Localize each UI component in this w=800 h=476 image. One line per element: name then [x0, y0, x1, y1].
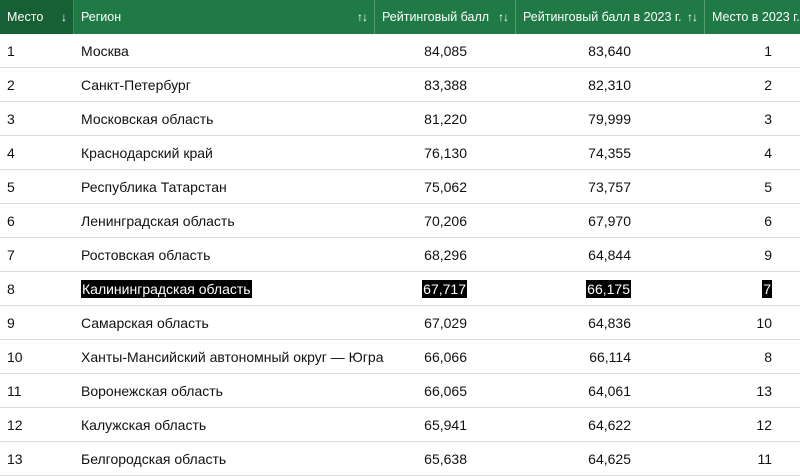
cell-score-2023	[516, 136, 705, 169]
column-header-place-2023[interactable]	[705, 0, 800, 34]
cell-score-2023-text: 83,640	[588, 42, 631, 59]
sort-icon[interactable]: ↑↓	[357, 10, 367, 24]
column-header-score-2023-label: Рейтинговый балл в 2023 г.	[523, 10, 682, 24]
table-body	[0, 34, 800, 476]
cell-place-2023-text: 7	[763, 280, 771, 297]
cell-score-2023	[516, 408, 705, 441]
cell-region-text: Белгородская область	[81, 450, 227, 467]
cell-place-2023	[705, 306, 800, 339]
cell-score-2023	[516, 374, 705, 407]
cell-place-2023-text: 5	[764, 178, 772, 195]
cell-place-text: 4	[7, 144, 15, 161]
cell-score-2023-text: 64,622	[588, 416, 631, 433]
cell-region-text: Воронежская область	[81, 382, 223, 399]
cell-score-text: 67,717	[423, 280, 466, 297]
cell-place	[0, 136, 74, 169]
cell-place-text: 1	[7, 42, 15, 59]
cell-score-text: 76,130	[424, 144, 467, 161]
cell-place-2023-text: 6	[764, 212, 772, 229]
cell-region	[74, 442, 375, 475]
cell-place-text: 3	[7, 110, 15, 127]
cell-score	[375, 306, 516, 339]
cell-score	[375, 408, 516, 441]
cell-region-text: Москва	[81, 42, 129, 59]
table-row[interactable]	[0, 238, 800, 272]
cell-score	[375, 340, 516, 373]
table-row[interactable]	[0, 306, 800, 340]
cell-score	[375, 272, 516, 305]
cell-place-2023	[705, 272, 800, 305]
cell-place-2023	[705, 102, 800, 135]
cell-place-2023-text: 9	[764, 246, 772, 263]
table-row[interactable]	[0, 136, 800, 170]
cell-region	[74, 34, 375, 67]
cell-place-2023-text: 2	[764, 76, 772, 93]
cell-score	[375, 170, 516, 203]
cell-region	[74, 102, 375, 135]
cell-region	[74, 408, 375, 441]
table-row[interactable]	[0, 68, 800, 102]
cell-place-text: 12	[7, 416, 23, 433]
cell-place-2023-text: 4	[764, 144, 772, 161]
cell-score-2023-text: 64,625	[588, 450, 631, 467]
cell-place-2023	[705, 238, 800, 271]
cell-score-text: 67,029	[424, 314, 467, 331]
cell-place-2023-text: 11	[757, 450, 772, 467]
cell-score-2023-text: 82,310	[588, 76, 631, 93]
cell-region-text: Московская область	[81, 110, 214, 127]
cell-region-text: Калужская область	[81, 416, 207, 433]
cell-place-text: 7	[7, 246, 15, 263]
table-row[interactable]	[0, 102, 800, 136]
cell-place	[0, 374, 74, 407]
cell-region-text: Краснодарский край	[81, 144, 213, 161]
cell-place-text: 5	[7, 178, 15, 195]
cell-place	[0, 238, 74, 271]
cell-score-text: 70,206	[424, 212, 467, 229]
cell-score-2023	[516, 34, 705, 67]
cell-place	[0, 408, 74, 441]
cell-score-text: 68,296	[424, 246, 467, 263]
column-header-place-2023-label: Место в 2023 г.	[712, 10, 800, 24]
cell-score-text: 83,388	[424, 76, 467, 93]
cell-place	[0, 306, 74, 339]
cell-region	[74, 272, 375, 305]
sort-descending-icon[interactable]: ↓	[61, 10, 66, 24]
cell-score-text: 84,085	[424, 42, 467, 59]
table-row[interactable]	[0, 170, 800, 204]
cell-place-2023-text: 12	[756, 416, 772, 433]
cell-score-2023	[516, 238, 705, 271]
cell-place-2023	[705, 442, 800, 475]
cell-score-text: 66,066	[424, 348, 467, 365]
cell-score-2023-text: 64,061	[588, 382, 631, 399]
cell-region	[74, 68, 375, 101]
cell-score	[375, 238, 516, 271]
cell-score-2023	[516, 306, 705, 339]
cell-score-text: 65,941	[424, 416, 467, 433]
cell-region-text: Ханты-Мансийский автономный округ — Югра	[81, 348, 384, 365]
cell-place	[0, 170, 74, 203]
cell-score	[375, 374, 516, 407]
cell-region	[74, 306, 375, 339]
cell-place-2023	[705, 34, 800, 67]
cell-region-text: Санкт-Петербург	[81, 76, 191, 93]
table-row[interactable]	[0, 272, 800, 306]
cell-region-text: Ростовская область	[81, 246, 211, 263]
cell-place	[0, 34, 74, 67]
cell-place-text: 10	[7, 348, 23, 365]
cell-region	[74, 136, 375, 169]
cell-place-2023	[705, 204, 800, 237]
cell-place-text: 9	[7, 314, 15, 331]
cell-region-text: Республика Татарстан	[81, 178, 227, 195]
cell-place-2023-text: 1	[764, 42, 772, 59]
cell-score-2023-text: 74,355	[588, 144, 631, 161]
table-row[interactable]	[0, 442, 800, 476]
cell-score-2023-text: 79,999	[588, 110, 631, 127]
cell-place-text: 8	[7, 280, 15, 297]
cell-place-2023-text: 8	[764, 348, 772, 365]
cell-place-2023	[705, 374, 800, 407]
cell-score-2023	[516, 68, 705, 101]
cell-place-text: 13	[7, 450, 23, 467]
cell-score	[375, 204, 516, 237]
cell-place	[0, 68, 74, 101]
cell-score-2023-text: 73,757	[588, 178, 631, 195]
cell-place	[0, 204, 74, 237]
cell-score-2023	[516, 204, 705, 237]
cell-region	[74, 170, 375, 203]
cell-place-2023	[705, 408, 800, 441]
cell-place-2023	[705, 136, 800, 169]
cell-place	[0, 272, 74, 305]
column-header-score[interactable]	[375, 0, 516, 34]
table-row[interactable]	[0, 340, 800, 374]
cell-place	[0, 442, 74, 475]
cell-score	[375, 34, 516, 67]
column-header-score-2023[interactable]	[516, 0, 705, 34]
cell-score-text: 66,065	[424, 382, 467, 399]
cell-score-2023-text: 64,844	[588, 246, 631, 263]
cell-place	[0, 340, 74, 373]
column-header-region-label: Регион	[81, 10, 122, 24]
sort-icon[interactable]: ↑↓	[498, 10, 508, 24]
cell-score-text: 65,638	[424, 450, 467, 467]
cell-place-2023	[705, 340, 800, 373]
cell-score-2023	[516, 340, 705, 373]
cell-score	[375, 102, 516, 135]
cell-score	[375, 442, 516, 475]
cell-place-2023-text: 13	[756, 382, 772, 399]
cell-score	[375, 136, 516, 169]
table-row[interactable]	[0, 204, 800, 238]
cell-score-2023	[516, 442, 705, 475]
column-header-region[interactable]	[74, 0, 375, 34]
column-header-place-label: Место	[7, 10, 44, 24]
cell-score-2023-text: 67,970	[588, 212, 631, 229]
table-row[interactable]	[0, 34, 800, 68]
cell-place-2023	[705, 68, 800, 101]
cell-score-2023-text: 66,175	[587, 280, 630, 297]
cell-place-text: 11	[7, 382, 22, 399]
cell-score-2023	[516, 102, 705, 135]
column-header-score-label: Рейтинговый балл	[382, 10, 490, 24]
table-row[interactable]	[0, 374, 800, 408]
column-header-place[interactable]	[0, 0, 74, 34]
cell-score-text: 75,062	[424, 178, 467, 195]
cell-region-text: Калининградская область	[82, 280, 251, 297]
cell-score-2023-text: 66,114	[589, 348, 631, 365]
cell-place-2023	[705, 170, 800, 203]
cell-score-2023-text: 64,836	[588, 314, 631, 331]
cell-score-text: 81,220	[424, 110, 467, 127]
cell-place-2023-text: 3	[764, 110, 772, 127]
cell-place-2023-text: 10	[756, 314, 772, 331]
cell-region-text: Самарская область	[81, 314, 209, 331]
cell-region	[74, 204, 375, 237]
cell-score-2023	[516, 170, 705, 203]
cell-region	[74, 374, 375, 407]
cell-place-text: 6	[7, 212, 15, 229]
table-row[interactable]	[0, 408, 800, 442]
cell-region-text: Ленинградская область	[81, 212, 235, 229]
cell-place	[0, 102, 74, 135]
cell-region	[74, 238, 375, 271]
cell-score	[375, 68, 516, 101]
cell-score-2023	[516, 272, 705, 305]
cell-region	[74, 340, 384, 373]
cell-place-text: 2	[7, 76, 15, 93]
sort-icon[interactable]: ↑↓	[687, 10, 697, 24]
table-header	[0, 0, 800, 34]
